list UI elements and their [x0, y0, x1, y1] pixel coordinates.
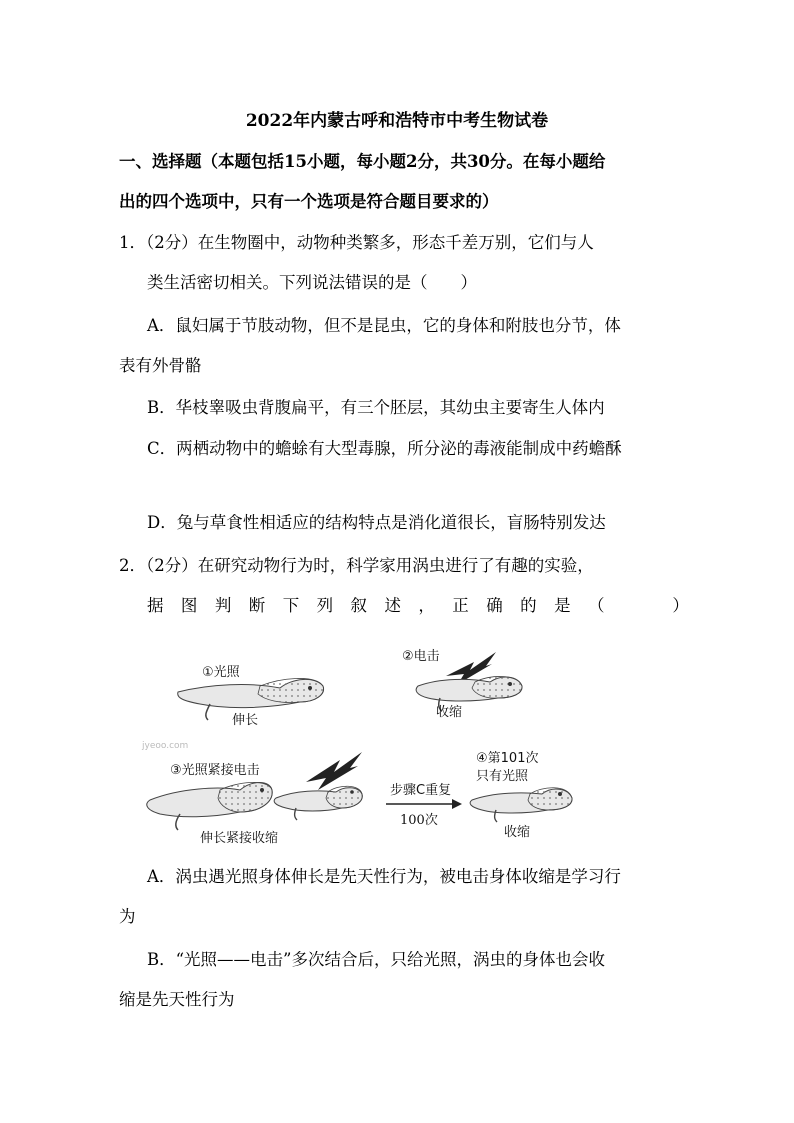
q2-stem-char: 据 [147, 596, 164, 615]
q2-stem-line1: 2．（2分）在研究动物行为时，科学家用涡虫进行了有趣的实验， [119, 556, 594, 575]
q2-stem-char: 下 [282, 596, 300, 615]
q2-stem-line2 [147, 596, 689, 616]
fig-label-shock: ②电击 [402, 649, 440, 664]
q2-stem-char: 断 [248, 596, 266, 615]
q2-stem-char: 的 [520, 596, 537, 615]
right-arrow-icon [386, 799, 462, 809]
q2-option-a-line2: 为 [119, 907, 136, 926]
fig-caption-extend: 伸长 [232, 713, 259, 728]
fig-label-light: ①光照 [202, 665, 240, 680]
q2-stem-char: 图 [180, 596, 198, 615]
q2-stem-char: 述 [384, 596, 401, 615]
fig-arrow-label-count: 100次 [400, 813, 438, 828]
planarian-experiment-figure [140, 628, 600, 848]
q2-stem-char: ） [672, 596, 689, 615]
q1-option-a-line2: 表有外骨骼 [119, 356, 202, 375]
fig-caption-contract: 收缩 [436, 705, 463, 720]
fig-label-light-only: 只有光照 [476, 769, 529, 784]
fig-label-trial-101: ④第101次 [476, 751, 539, 766]
q1-option-b: B．华枝睾吸虫背腹扁平，有三个胚层，其幼虫主要寄生人体内 [147, 398, 605, 417]
section-heading-line1: 一、选择题（本题包括15小题，每小题2分，共30分。在每小题给 [119, 152, 606, 171]
q1-option-c: C．两栖动物中的蟾蜍有大型毒腺，所分泌的毒液能制成中药蟾酥 [147, 439, 622, 458]
q2-stem-char: 确 [486, 596, 503, 615]
q2-stem-char: 列 [316, 596, 334, 615]
planarian-contracted-icon [470, 788, 572, 822]
watermark: jyeoo.com [142, 741, 189, 751]
fig-caption-contract-final: 收缩 [504, 825, 531, 840]
planarian-contracted-icon [416, 676, 522, 711]
q2-option-b-line2: 缩是先天性行为 [119, 990, 235, 1009]
exam-title: 2022年内蒙古呼和浩特市中考生物试卷 [245, 111, 549, 131]
fig-arrow-label-repeat: 步骤C重复 [390, 783, 452, 798]
q2-stem-char [622, 596, 655, 616]
q2-stem-char: 是 [554, 596, 571, 615]
fig-label-light-then-shock: ③光照紧接电击 [170, 763, 260, 778]
fig-caption-extend-then-contract: 伸长紧接收缩 [200, 831, 279, 846]
q2-stem-char: ， [418, 596, 435, 615]
q2-option-b-line1: B．“光照——电击”多次结合后，只给光照，涡虫的身体也会收 [147, 950, 605, 969]
section-heading-line2: 出的四个选项中，只有一个选项是符合题目要求的） [119, 192, 499, 211]
q1-option-a-line1: A．鼠妇属于节肢动物，但不是昆虫，它的身体和附肢也分节，体 [147, 316, 621, 335]
q2-stem-char: 叙 [350, 596, 368, 615]
q1-option-d: D．兔与草食性相适应的结构特点是消化道很长，盲肠特别发达 [147, 513, 606, 532]
q1-stem-line1: 1．（2分）在生物圈中，动物种类繁多，形态千差万别，它们与人 [119, 233, 594, 252]
q1-stem-line2: 类生活密切相关。下列说法错误的是（ ） [147, 273, 477, 292]
planarian-extended-icon [147, 782, 272, 830]
q2-option-a-line1: A．涡虫遇光照身体伸长是先天性行为，被电击身体收缩是学习行 [147, 867, 621, 886]
q2-stem-char: 正 [452, 596, 469, 615]
q2-stem-char: （ [587, 596, 605, 615]
q2-stem-char: 判 [214, 596, 232, 615]
planarian-contracted-icon [274, 786, 362, 820]
lightning-bolt-icon [306, 752, 362, 790]
